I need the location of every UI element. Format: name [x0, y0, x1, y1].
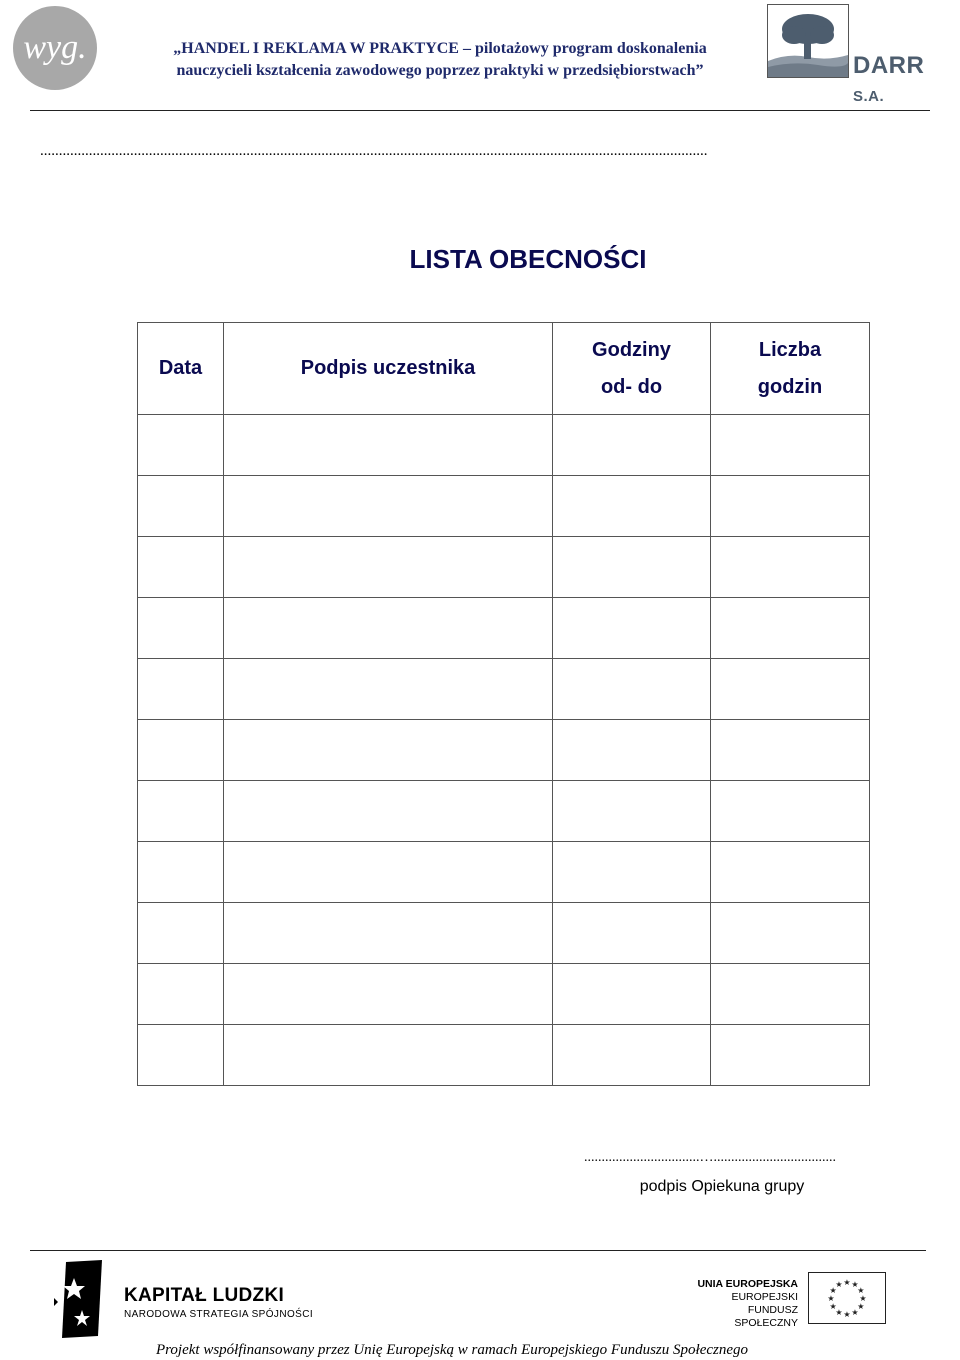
table-row: [138, 415, 870, 476]
cell-signature[interactable]: [224, 964, 553, 1025]
table-row: [138, 964, 870, 1025]
table-row: [138, 842, 870, 903]
cell-date[interactable]: [138, 476, 224, 537]
wyg-logo: [8, 4, 102, 92]
table-row: [138, 903, 870, 964]
cell-count[interactable]: [711, 781, 870, 842]
cell-count[interactable]: [711, 598, 870, 659]
darr-logo-name: DARR: [853, 52, 925, 79]
kapital-ludzki-subtitle: NARODOWA STRATEGIA SPÓJNOŚCI: [124, 1309, 314, 1320]
cell-date[interactable]: [138, 720, 224, 781]
eu-star-icon: ★: [835, 1307, 843, 1317]
header-divider: [30, 110, 930, 111]
table-row: [138, 476, 870, 537]
eu-star-icon: ★: [851, 1307, 859, 1317]
table-row: [138, 781, 870, 842]
table-row: [138, 598, 870, 659]
cell-count[interactable]: [711, 476, 870, 537]
column-header-signature: [224, 323, 553, 415]
column-header-date-line1: Data: [158, 357, 203, 379]
cell-count[interactable]: [711, 842, 870, 903]
eu-fund-text: [690, 1278, 798, 1330]
signature-label: podpis Opiekuna grupy: [639, 1178, 805, 1195]
cell-signature[interactable]: [224, 781, 553, 842]
attendance-table: [137, 322, 870, 1086]
cell-count[interactable]: [711, 537, 870, 598]
eu-star-icon: ★: [843, 1278, 851, 1287]
darr-tree-icon: [767, 4, 849, 78]
eu-star-icon: ★: [843, 1310, 851, 1319]
table-row: [138, 720, 870, 781]
column-header-hours-line1: Godziny: [592, 338, 671, 361]
cell-date[interactable]: [138, 781, 224, 842]
cell-count[interactable]: [711, 659, 870, 720]
eu-star-icon: ★: [857, 1302, 865, 1311]
document-title: [0, 244, 960, 275]
header-title-line2: nauczycieli kształcenia zawodowego poprzez praktyki w przedsiębiorstwach”: [176, 62, 704, 79]
cell-hours[interactable]: [553, 964, 711, 1025]
cell-hours[interactable]: [553, 842, 711, 903]
column-header-hours-line2: od- do: [600, 375, 663, 398]
eu-star-icon: ★: [829, 1302, 837, 1311]
eu-star-icon: ★: [859, 1294, 867, 1303]
cell-hours[interactable]: [553, 1025, 711, 1086]
eu-line2: EUROPEJSKI: [731, 1291, 798, 1303]
cell-signature[interactable]: [224, 842, 553, 903]
signature-dots: .................................…...................................: [584, 1150, 836, 1165]
cell-hours[interactable]: [553, 781, 711, 842]
cell-signature[interactable]: [224, 415, 553, 476]
table-row: [138, 537, 870, 598]
cell-hours[interactable]: [553, 476, 711, 537]
column-header-date: [138, 323, 224, 415]
document-title-text: LISTA OBECNOŚCI: [409, 244, 647, 274]
column-header-count: [711, 323, 870, 415]
column-header-hours: [553, 323, 711, 415]
cell-count[interactable]: [711, 964, 870, 1025]
eu-star-icon: ★: [857, 1286, 865, 1295]
cell-hours[interactable]: [553, 720, 711, 781]
eu-star-icon: ★: [835, 1280, 843, 1290]
footer-divider: [30, 1250, 926, 1251]
header-title: [110, 38, 770, 82]
eu-star-icon: ★: [851, 1280, 859, 1290]
footer-cofinancing-note: Projekt współfinansowany przez Unię Europejską w ramach Europejskiego Funduszu Społecznego: [155, 1342, 749, 1358]
column-header-count-line1: Liczba: [758, 338, 822, 361]
table-body: [138, 415, 870, 1086]
header-title-line1: „HANDEL I REKLAMA W PRAKTYCE – pilotażowy program doskonalenia: [173, 40, 707, 57]
wyg-logo-text: wyg.: [23, 29, 87, 66]
eu-line3: FUNDUSZ SPOŁECZNY: [734, 1304, 798, 1329]
eu-flag-icon: [808, 1272, 886, 1324]
table-header-row: [138, 323, 870, 415]
cell-signature[interactable]: [224, 598, 553, 659]
eu-line1: UNIA EUROPEJSKA: [697, 1278, 798, 1290]
cell-signature[interactable]: [224, 659, 553, 720]
cell-date[interactable]: [138, 537, 224, 598]
cell-hours[interactable]: [553, 415, 711, 476]
kapital-ludzki-title: KAPITAŁ LUDZKI: [124, 1285, 285, 1306]
cell-count[interactable]: [711, 903, 870, 964]
table-row: [138, 659, 870, 720]
eu-star-icon: ★: [829, 1286, 837, 1295]
kapital-ludzki-star-icon: [52, 1258, 112, 1340]
cell-count[interactable]: [711, 415, 870, 476]
cell-signature[interactable]: [224, 476, 553, 537]
cell-date[interactable]: [138, 1025, 224, 1086]
cell-hours[interactable]: [553, 598, 711, 659]
cell-date[interactable]: [138, 903, 224, 964]
cell-date[interactable]: [138, 598, 224, 659]
column-header-signature-line1: Podpis uczestnika: [300, 357, 476, 379]
cell-count[interactable]: [711, 720, 870, 781]
cell-date[interactable]: [138, 659, 224, 720]
cell-count[interactable]: [711, 1025, 870, 1086]
cell-date[interactable]: [138, 842, 224, 903]
dotted-fill-line: ..................................................................................................................................................................................: [40, 143, 708, 159]
darr-logo-text: [853, 52, 960, 108]
cell-date[interactable]: [138, 964, 224, 1025]
cell-signature[interactable]: [224, 720, 553, 781]
darr-logo-suffix: S.A.: [853, 88, 885, 105]
cell-hours[interactable]: [553, 537, 711, 598]
cell-signature[interactable]: [224, 537, 553, 598]
table-row: [138, 1025, 870, 1086]
cell-hours[interactable]: [553, 903, 711, 964]
column-header-count-line2: godzin: [757, 375, 823, 398]
cell-hours[interactable]: [553, 659, 711, 720]
cell-signature[interactable]: [224, 1025, 553, 1086]
eu-star-icon: ★: [827, 1294, 835, 1303]
cell-signature[interactable]: [224, 903, 553, 964]
cell-date[interactable]: [138, 415, 224, 476]
